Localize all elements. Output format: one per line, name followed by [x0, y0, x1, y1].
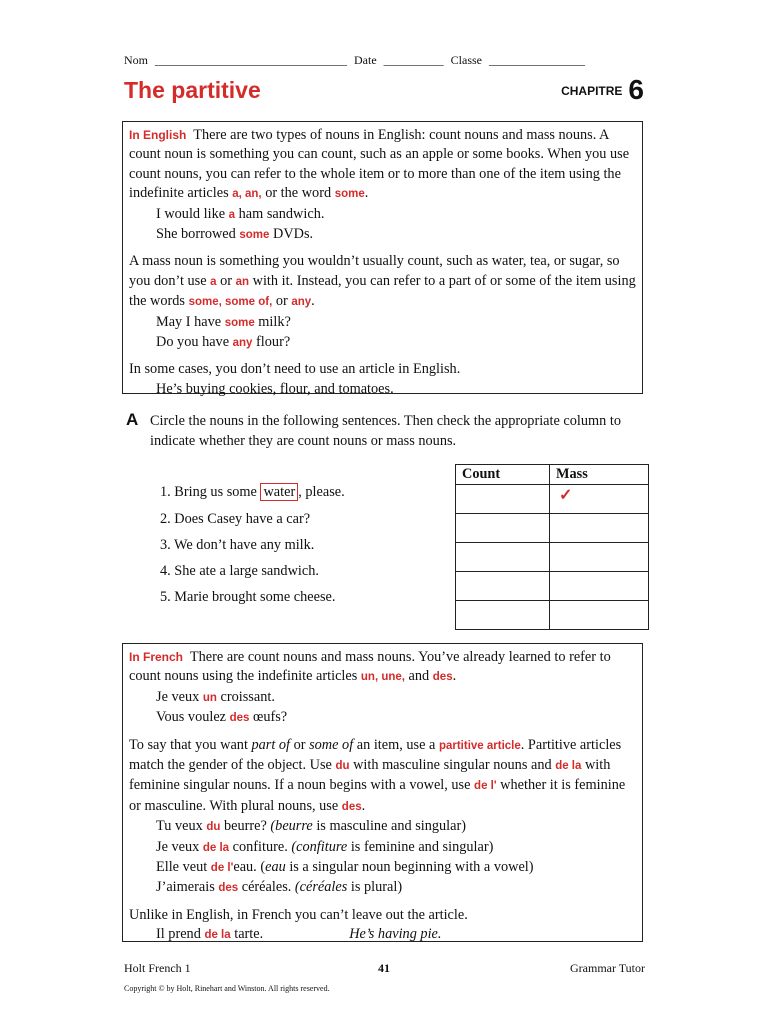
table-row	[456, 485, 649, 514]
english-example-4	[129, 333, 637, 353]
footer-book-title: Holt French 1	[124, 961, 191, 975]
sentence-3: 3. We don’t have any milk.	[160, 537, 315, 553]
chapter-label: CHAPITRE	[561, 84, 623, 98]
table-row	[456, 514, 649, 543]
text: . Partitive articles match the gender of the object. Use	[129, 736, 622, 774]
text: tarte.	[230, 926, 264, 943]
french-example-5	[129, 858, 637, 878]
french-example-3	[129, 817, 637, 837]
highlight: an	[235, 275, 250, 288]
french-paragraph-2	[129, 736, 637, 818]
mass-cell-checkmark[interactable]: ✓	[550, 485, 649, 514]
text: céréales.	[238, 879, 295, 896]
text: Je veux	[156, 688, 203, 705]
text: DVDs.	[269, 226, 314, 243]
text: To say that you want	[129, 736, 252, 753]
text: milk?	[254, 313, 291, 330]
text: , please.	[298, 484, 345, 500]
column-mass: Mass	[550, 465, 649, 485]
text: Elle veut	[156, 859, 211, 876]
text: or	[272, 293, 292, 310]
english-example-3	[129, 313, 637, 333]
text: Je veux	[156, 838, 203, 855]
french-paragraph-3: Unlike in English, in French you can’t leave out the article.	[129, 906, 468, 923]
table-row	[456, 601, 649, 630]
text: is feminine and singular)	[347, 838, 494, 855]
english-example-5: He’s buying cookies, flour, and tomatoes.	[156, 380, 394, 397]
text: with feminine singular nouns. If a noun begins with a vowel, use	[129, 757, 611, 794]
french-paragraph-1	[129, 648, 637, 688]
text: or	[216, 272, 236, 289]
english-example-1	[129, 205, 637, 225]
text: confiture.	[229, 838, 292, 855]
highlight: des	[229, 712, 250, 725]
table-row	[456, 572, 649, 601]
text: Do you have	[156, 334, 233, 351]
count-cell[interactable]	[456, 514, 550, 543]
sentence-4: 4. She ate a large sandwich.	[160, 563, 319, 579]
text: is plural)	[347, 879, 403, 896]
english-example-2	[129, 225, 637, 245]
page-number: 41	[378, 961, 390, 975]
text: She borrowed	[156, 226, 240, 243]
text: ham sandwich.	[235, 205, 325, 222]
text: Vous voulez	[156, 709, 230, 726]
text: is masculine and singular)	[312, 818, 467, 835]
text: Il prend	[156, 926, 205, 943]
highlight: any	[232, 337, 253, 350]
sentence-2: 2. Does Casey have a car?	[160, 511, 311, 527]
text: whether it is feminine or masculine. With plural nouns, use	[129, 777, 626, 814]
footer-section: Grammar Tutor	[570, 961, 645, 975]
highlight: a	[210, 275, 217, 288]
italic: (beurre	[270, 818, 313, 835]
mass-cell[interactable]	[550, 543, 649, 572]
english-p1-mid: or the word	[261, 185, 335, 202]
column-count: Count	[456, 465, 550, 485]
mass-cell[interactable]	[550, 572, 649, 601]
text: with masculine singular nouns and	[349, 757, 556, 774]
chapter-number: 6	[628, 74, 644, 105]
text: J’aimerais	[156, 879, 219, 896]
text: eau. (	[233, 859, 266, 876]
table-row	[456, 543, 649, 572]
english-paragraph-2	[129, 252, 637, 312]
english-paragraph-1	[129, 126, 637, 205]
date-blank: __________	[383, 53, 444, 67]
chapter-heading	[561, 74, 644, 106]
highlight: some	[224, 316, 255, 329]
text: is a singular noun beginning with a vowel)	[285, 859, 534, 876]
highlight: des	[218, 882, 239, 895]
highlight: de la	[555, 760, 582, 773]
in-french-label: In French	[129, 650, 184, 664]
in-english-label: In English	[129, 128, 187, 142]
count-cell[interactable]	[456, 601, 550, 630]
date-label: Date	[354, 53, 377, 67]
spacer	[129, 245, 637, 252]
text: flour?	[252, 334, 291, 351]
italic: eau	[265, 859, 286, 876]
text: 1. Bring us some	[160, 484, 261, 500]
page-title: The partitive	[124, 77, 261, 103]
text: an item, use a	[353, 736, 439, 753]
in-english-box	[122, 121, 643, 397]
sentence-5: 5. Marie brought some cheese.	[160, 589, 336, 605]
highlight: de la	[204, 929, 231, 942]
french-example-4	[129, 838, 637, 858]
english-paragraph-3: In some cases, you don’t need to use an article in English.	[129, 361, 461, 378]
highlight: un, une,	[360, 671, 405, 684]
text: May I have	[156, 313, 225, 330]
highlight: de l'	[474, 780, 497, 793]
highlight: de l'	[210, 862, 234, 875]
highlight: partitive article	[438, 739, 521, 752]
highlight: a	[228, 208, 236, 221]
text: Tu veux	[156, 818, 207, 835]
mass-cell[interactable]	[550, 514, 649, 543]
french-example-1	[129, 688, 637, 708]
text: .	[311, 293, 315, 310]
text: A mass noun is something you wouldn’t usually count, such as water, tea, or sugar, so you don’t use	[129, 253, 620, 289]
text: croissant.	[216, 688, 275, 705]
italic: (confiture	[291, 838, 348, 855]
exercise-instructions: Circle the nouns in the following sentences. Then check the appropriate column to indicate whether they are count nouns or mass nouns.	[150, 413, 622, 449]
text: I would like	[156, 205, 229, 222]
highlight: du	[335, 760, 350, 773]
english-p1-some: some	[334, 188, 365, 201]
highlight: un	[202, 691, 217, 704]
highlight: some	[239, 229, 270, 242]
text: œufs?	[249, 709, 288, 726]
count-cell[interactable]	[456, 572, 550, 601]
text: with it. Instead, you can refer to a part of or some of the item using the words	[129, 272, 636, 310]
spacer	[129, 729, 637, 736]
student-info-line	[124, 53, 644, 68]
highlight: des	[341, 800, 362, 813]
classe-label: Classe	[450, 53, 482, 67]
count-cell[interactable]	[456, 485, 550, 514]
in-french-box	[122, 643, 643, 942]
classe-blank: ________________	[489, 53, 585, 67]
highlight: de la	[202, 841, 230, 854]
highlight: some, some of,	[188, 296, 273, 309]
nom-blank: ________________________________	[155, 53, 347, 67]
text: and	[404, 668, 433, 685]
mass-cell[interactable]	[550, 601, 649, 630]
highlight: any	[291, 296, 312, 309]
italic: some of	[309, 736, 354, 753]
italic: He’s having pie.	[349, 926, 442, 943]
french-example-7	[129, 925, 637, 945]
italic: (céréales	[294, 879, 348, 896]
spacer	[129, 353, 637, 360]
highlight: des	[432, 671, 453, 684]
nom-label: Nom	[124, 53, 148, 67]
english-p1-text: There are two types of nouns in English: count nouns and mass nouns. A count noun is something you can count, such as an apple or some books. When you use count nouns, you can refer to the whole item or to more than one of the item using the indefinite articles	[129, 127, 630, 202]
circled-noun[interactable]: water	[260, 483, 298, 501]
text: .	[452, 668, 457, 685]
exercise-letter: A	[126, 410, 139, 429]
highlight: du	[206, 821, 221, 834]
spacer	[129, 899, 637, 906]
french-example-6	[129, 878, 637, 898]
english-p1-articles: a, an,	[232, 188, 262, 201]
text: There are count nouns and mass nouns. You’ve already learned to refer to count nouns using the indefinite articles	[129, 649, 611, 685]
text: or	[290, 736, 310, 753]
english-p1-end: .	[364, 185, 369, 202]
text: .	[361, 797, 366, 814]
italic: part of	[251, 736, 291, 753]
copyright-notice: Copyright © by Holt, Rinehart and Winston. All rights reserved.	[124, 984, 330, 993]
french-example-2	[129, 708, 637, 728]
count-mass-table	[455, 464, 649, 630]
count-cell[interactable]	[456, 543, 550, 572]
text: beurre?	[220, 818, 271, 835]
sentence-1	[160, 484, 345, 501]
